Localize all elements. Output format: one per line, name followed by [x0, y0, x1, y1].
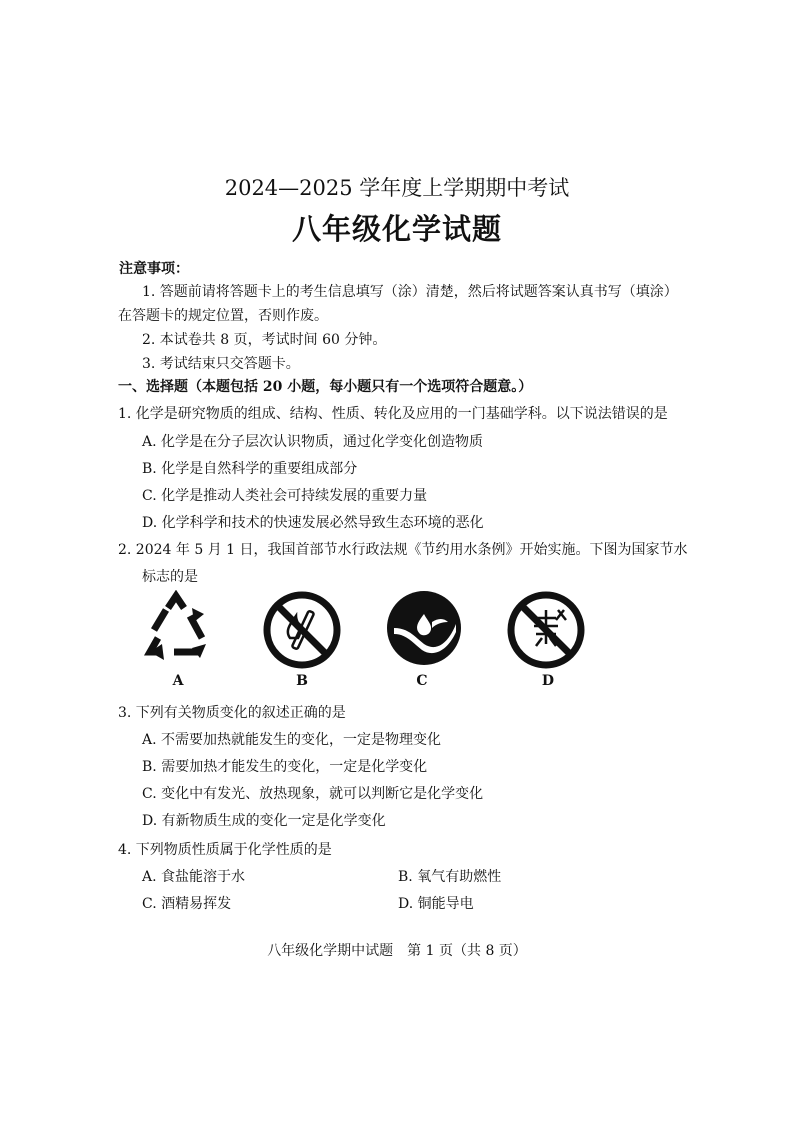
q2-label-d: D — [541, 673, 555, 689]
q3-stem: 3. 下列有关物质变化的叙述正确的是 — [118, 705, 346, 721]
notes-item-1: 1. 答题前请将答题卡上的考生信息填写（涂）清楚，然后将试题答案认真书写（填涂） — [142, 284, 678, 300]
q3-option-a: A. 不需要加热就能发生的变化，一定是物理变化 — [142, 732, 442, 748]
q2-label-b: B — [296, 673, 308, 689]
q3-option-c: C. 变化中有发光、放热现象，就可以判断它是化学变化 — [142, 786, 484, 802]
q1-option-d: D. 化学科学和技术的快速发展必然导致生态环境的恶化 — [142, 515, 484, 531]
q2-label-c: C — [416, 673, 428, 689]
q1-option-a: A. 化学是在分子层次认识物质，通过化学变化创造物质 — [142, 434, 484, 450]
q4-stem: 4. 下列物质性质属于化学性质的是 — [118, 842, 332, 858]
water-saving-icon — [384, 588, 464, 668]
q4-option-b: B. 氧气有助燃性 — [398, 869, 502, 885]
q4-option-d: D. 铜能导电 — [398, 896, 474, 912]
q2-stem: 2. 2024 年 5 月 1 日，我国首部节水行政法规《节约用水条例》开始实施。下图为国家节水 — [118, 542, 688, 558]
notes-heading: 注意事项： — [119, 261, 189, 277]
q1-stem: 1. 化学是研究物质的组成、结构、性质、转化及应用的一门基础学科。以下说法错误的是 — [118, 406, 668, 422]
exam-subject-title: 八年级化学试题 — [291, 212, 502, 246]
notes-item-1-cont: 在答题卡的规定位置，否则作废。 — [118, 308, 328, 324]
q2-stem-cont: 标志的是 — [142, 569, 198, 585]
section-heading: 一、选择题（本题包括 20 小题，每小题只有一个选项符合题意。） — [118, 379, 533, 395]
q1-option-c: C. 化学是推动人类社会可持续发展的重要力量 — [142, 488, 428, 504]
q3-option-d: D. 有新物质生成的变化一定是化学变化 — [142, 813, 386, 829]
q4-option-c: C. 酒精易挥发 — [142, 896, 232, 912]
q4-option-a: A. 食盐能溶于水 — [142, 869, 246, 885]
notes-item-3: 3. 考试结束只交答题卡。 — [142, 356, 300, 372]
page-footer: 八年级化学期中试题 第 1 页（共 8 页） — [267, 943, 527, 959]
exam-title: 2024—2025 学年度上学期期中考试 — [224, 176, 570, 200]
notes-item-2: 2. 本试卷共 8 页，考试时间 60 分钟。 — [142, 332, 387, 348]
recycle-icon — [138, 590, 218, 670]
q1-option-b: B. 化学是自然科学的重要组成部分 — [142, 461, 358, 477]
q2-label-a: A — [172, 673, 184, 689]
no-fire-icon — [262, 590, 342, 670]
q3-option-b: B. 需要加热才能发生的变化，一定是化学变化 — [142, 759, 428, 775]
no-logging-icon — [506, 590, 586, 670]
